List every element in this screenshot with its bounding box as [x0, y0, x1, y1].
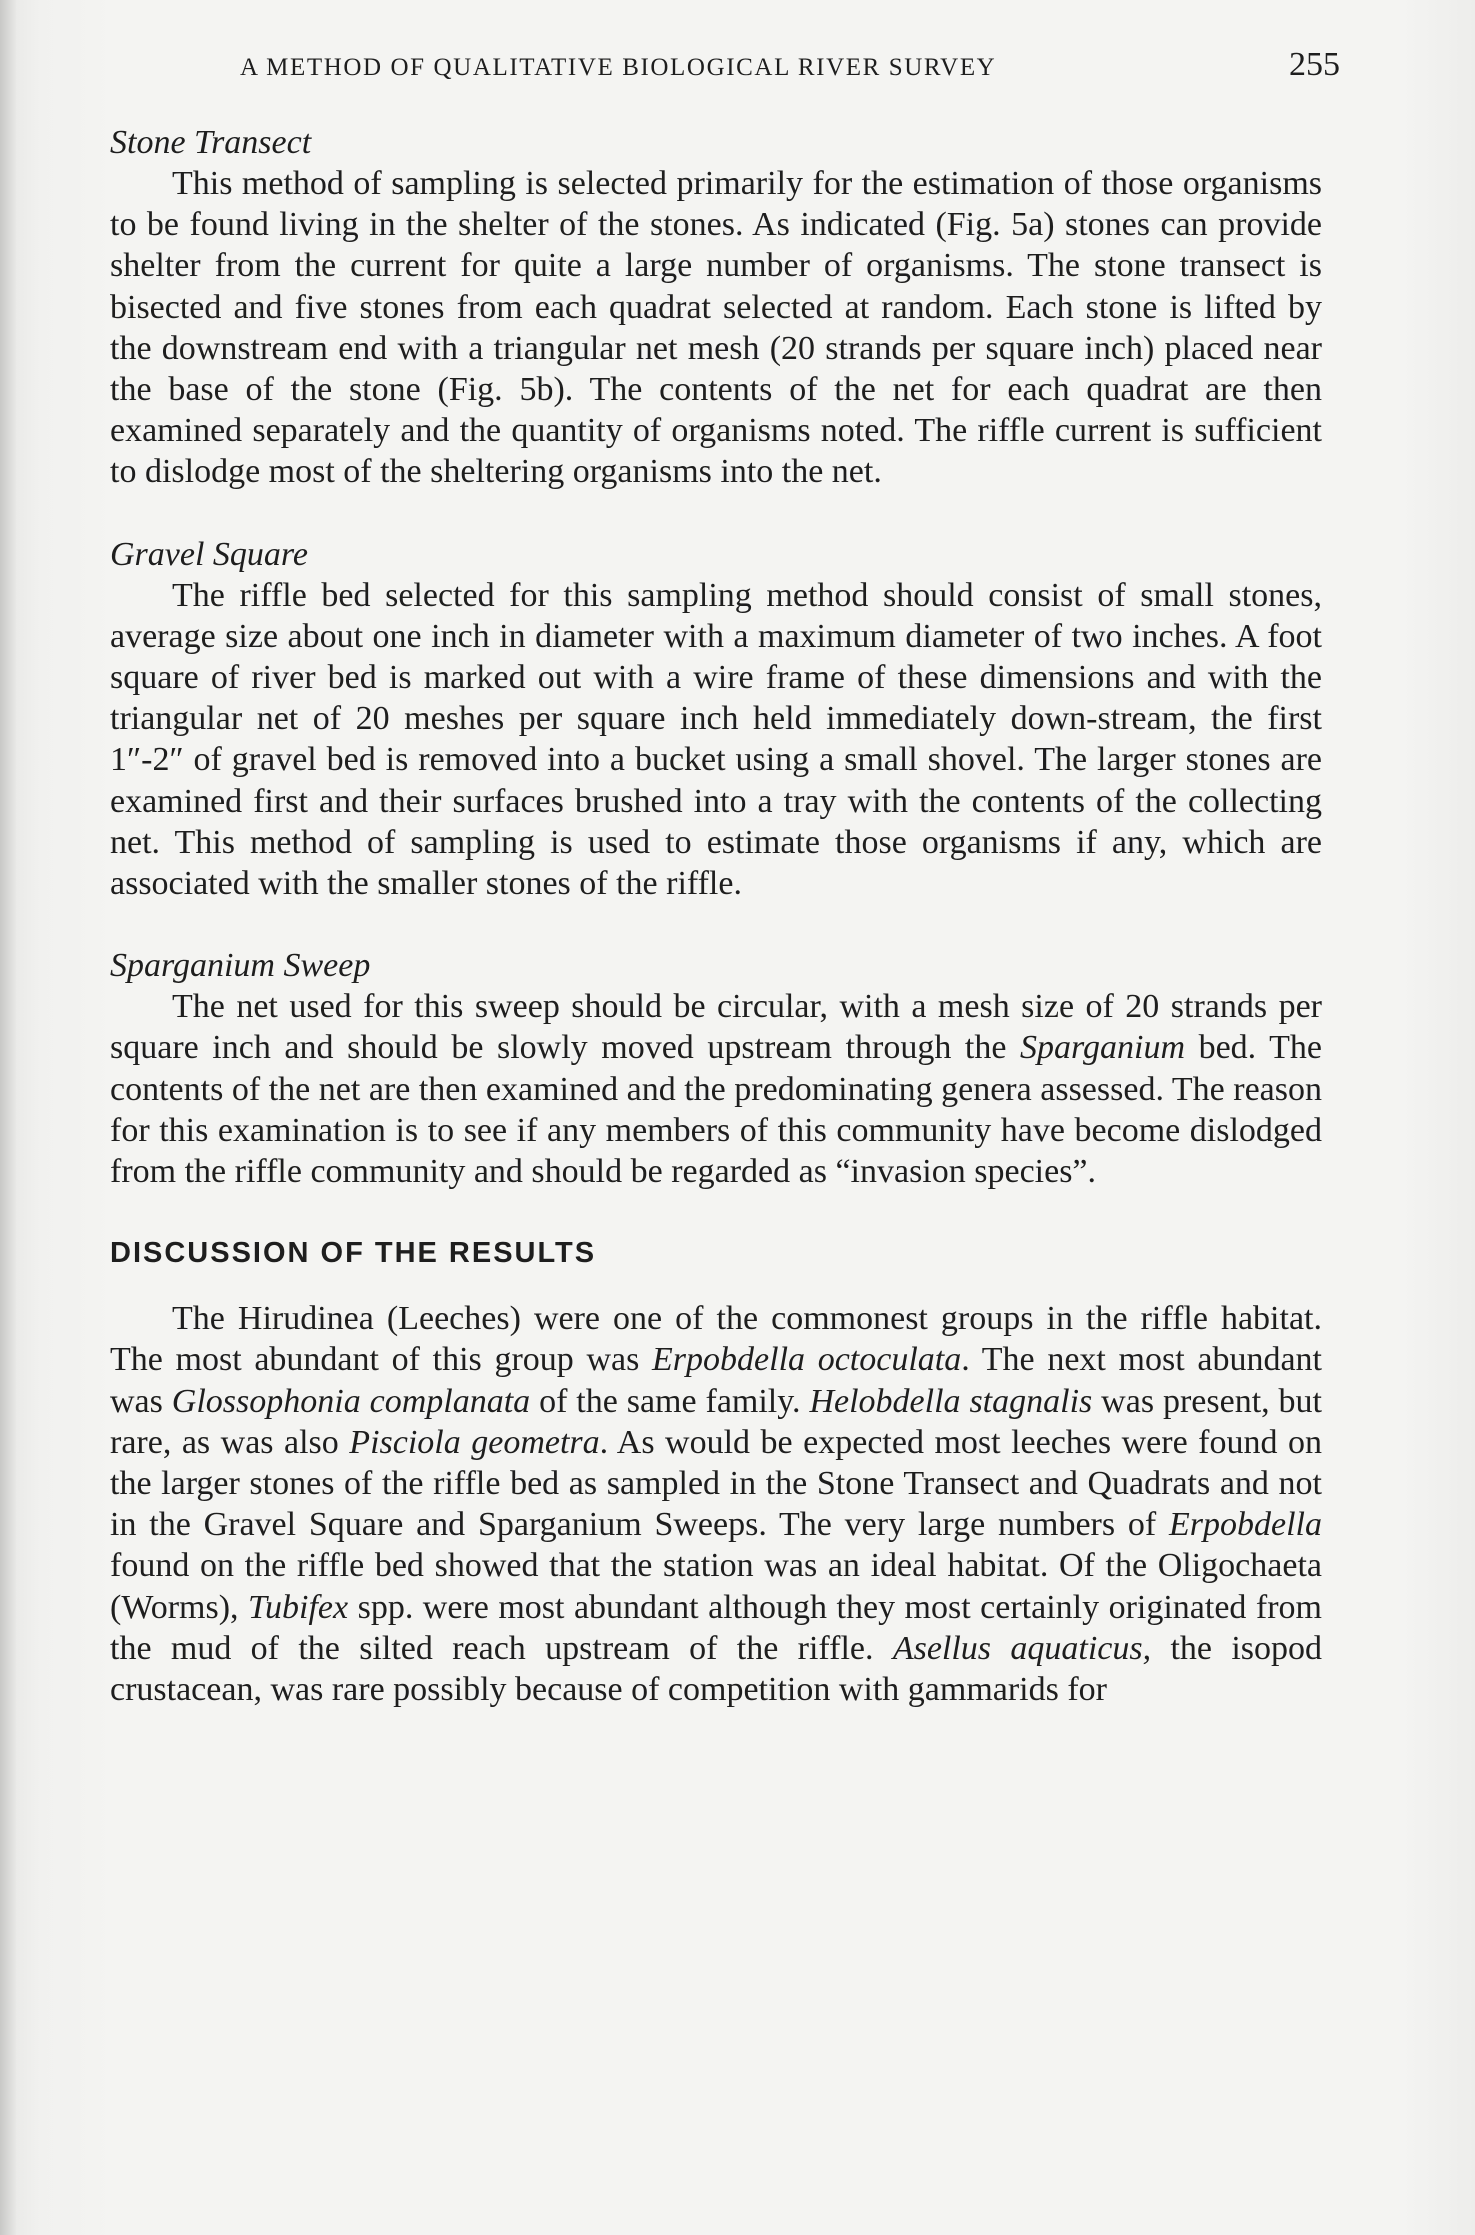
italic-species: Asellus aquaticus,	[892, 1629, 1152, 1667]
section-heading-sparganium-sweep: Sparganium Sweep	[110, 947, 371, 985]
text-run: . The next most abundant was	[110, 1341, 1322, 1420]
page-header	[240, 44, 1340, 92]
paragraph-stone-transect: This method of sampling is selected primarily for the estimation of those organisms to be found living in the shelter of the stones. As indicated (Fig. 5a) stones can provide shelter from the current for quite a large number of organisms. The stone transect is bisected and five stones from each quadrat selected at random. Each stone is lifted by the downstream end with a triangular net mesh (20 strands per square inch) placed near the base of the stone (Fig. 5b). The contents of the net for each quadrat are then examined separately and the quantity of organisms noted. The riffle current is sufficient to dislodge most of the sheltering organisms into the net.	[110, 165, 1322, 491]
text-run: bed. The contents of the net are then examined and the predominating genera assessed. The reason for this examination is to see if any members of this community have become dislodged from the riffle community and should be regarded as “invasion species”.	[110, 1029, 1322, 1191]
text-run: The Hirudinea (Leeches) were one of the commonest groups in the riffle habitat. The most abundant of this group was	[110, 1300, 1322, 1379]
italic-species: Glossophonia complanata	[171, 1382, 531, 1420]
text-run: found on the riffle bed showed that the station was an ideal habitat. Of the Oligochaeta (Worms),	[110, 1547, 1322, 1626]
paragraph-discussion	[110, 1298, 1322, 1710]
section-heading-discussion: DISCUSSION OF THE RESULTS	[110, 1237, 597, 1270]
paragraph-gravel-square: The riffle bed selected for this sampling method should consist of small stones, average size about one inch in diameter with a maximum diameter of two inches. A foot square of river bed is marked out with a wire frame of these dimensions and with the triangular net of 20 meshes per square inch held immediately down-stream, the first 1″-2″ of gravel bed is removed into a bucket using a small shovel. The larger stones are examined first and their surfaces brushed into a tray with the contents of the collecting net. This method of sampling is used to estimate those organisms if any, which are associated with the smaller stones of the riffle.	[110, 576, 1322, 903]
text-run: The net used for this sweep should be circular, with a mesh size of 20 strands per square inch and should be slowly moved upstream through the	[110, 988, 1322, 1067]
italic-genus: Erpobdella	[1169, 1506, 1322, 1544]
italic-genus: Sparganium	[1020, 1029, 1186, 1067]
text-run: was present, but rare, as was also	[110, 1382, 1322, 1461]
section-heading-gravel-square: Gravel Square	[110, 535, 308, 573]
body-text	[110, 122, 1322, 1710]
text-run: spp. were most abundant although they most certainly originated from the mud of the silted reach upstream of the riffle.	[110, 1588, 1322, 1667]
running-head: A METHOD OF QUALITATIVE BIOLOGICAL RIVER SURVEY	[240, 54, 997, 81]
book-spine-shadow	[0, 0, 16, 2235]
section-heading-stone-transect: Stone Transect	[110, 124, 312, 161]
text-run: the isopod crustacean, was rare possibly because of competition with gammarids for	[110, 1629, 1323, 1709]
text-run: . As would be expected most leeches were found on the larger stones of the riffle bed as sampled in the Stone Transect and Quadrats and not in the Gravel Square and Sparganium Sweeps. The very large numbers of	[110, 1423, 1322, 1544]
text-run: of the same family.	[530, 1382, 810, 1420]
paragraph-sparganium-sweep	[110, 986, 1322, 1192]
italic-species: Erpobdella octoculata	[652, 1341, 962, 1379]
page-number: 255	[1289, 46, 1340, 83]
italic-species: Pisciola geometra	[349, 1423, 600, 1461]
italic-genus: Tubifex	[248, 1588, 349, 1626]
italic-species: Helobdella stagnalis	[809, 1382, 1093, 1420]
